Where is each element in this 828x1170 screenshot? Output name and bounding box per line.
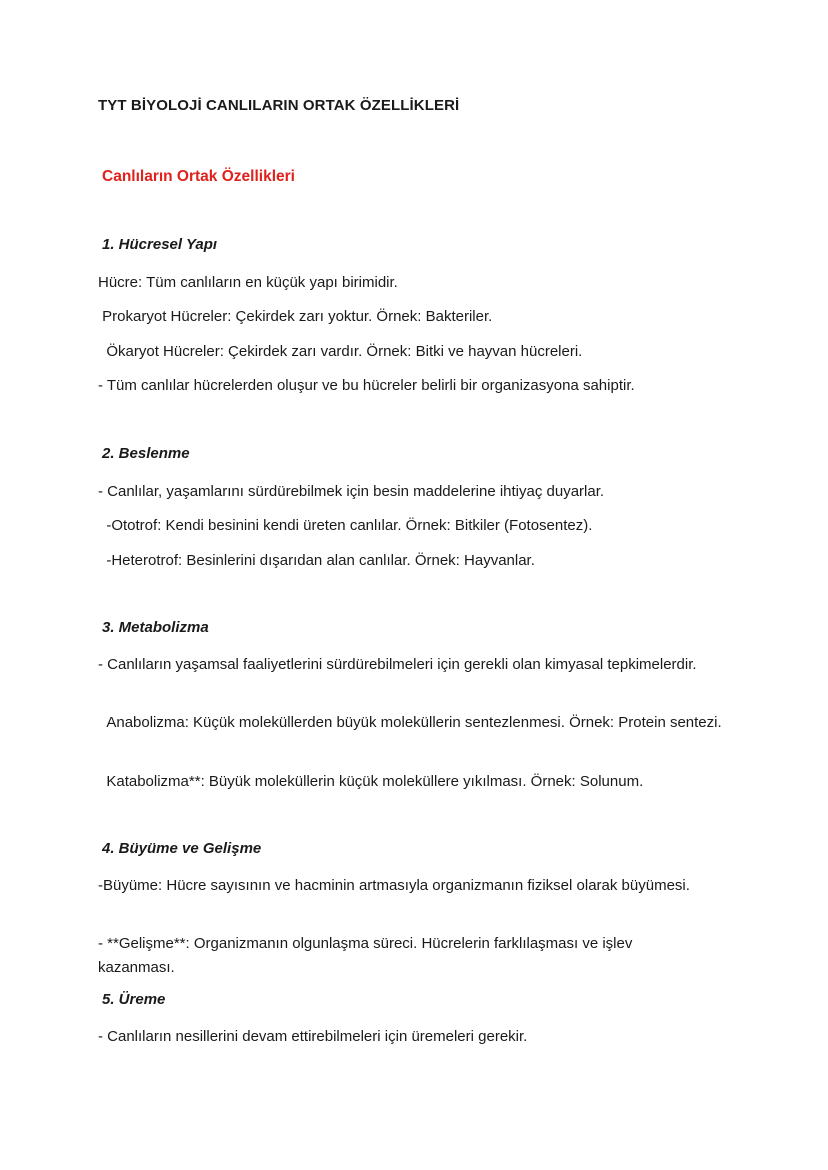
- section-heading: Canlıların Ortak Özellikleri: [102, 168, 295, 185]
- paragraph-line: Katabolizma**: Büyük moleküllerin küçük moleküllere yıkılması. Örnek: Solunum.: [98, 773, 644, 790]
- paragraph-line: -Büyüme: Hücre sayısının ve hacminin artmasıyla organizmanın fiziksel olarak büyümesi.: [98, 877, 690, 894]
- paragraph-line: - **Gelişme**: Organizmanın olgunlaşma süreci. Hücrelerin farklılaşması ve işlev kazanması.: [98, 935, 637, 976]
- heading-ureme: 5. Üreme: [102, 991, 166, 1008]
- paragraph-line: - Tüm canlılar hücrelerden oluşur ve bu hücreler belirli bir organizasyona sahiptir.: [98, 377, 635, 394]
- document-title: TYT BİYOLOJİ CANLILARIN ORTAK ÖZELLİKLERİ: [98, 97, 460, 114]
- heading-beslenme: 2. Beslenme: [102, 445, 190, 462]
- heading-hucresel-yapi: 1. Hücresel Yapı: [102, 236, 218, 253]
- paragraph-line: - Canlıların yaşamsal faaliyetlerini sürdürebilmeleri için gerekli olan kimyasal tepkimelerdir.: [98, 656, 697, 673]
- paragraph-line: Hücre: Tüm canlıların en küçük yapı birimidir.: [98, 274, 398, 291]
- paragraph-line: Prokaryot Hücreler: Çekirdek zarı yoktur. Örnek: Bakteriler.: [98, 308, 493, 325]
- paragraph-line: - Canlılar, yaşamlarını sürdürebilmek için besin maddelerine ihtiyaç duyarlar.: [98, 483, 605, 500]
- paragraph-line: -Heterotrof: Besinlerini dışarıdan alan canlılar. Örnek: Hayvanlar.: [98, 552, 535, 569]
- paragraph-line: Ökaryot Hücreler: Çekirdek zarı vardır. Örnek: Bitki ve hayvan hücreleri.: [98, 343, 583, 360]
- paragraph-line: Anabolizma: Küçük moleküllerden büyük moleküllerin sentezlenmesi. Örnek: Protein sentezi.: [98, 714, 722, 731]
- paragraph-line: - Canlıların nesillerini devam ettirebilmeleri için üremeleri gerekir.: [98, 1028, 528, 1045]
- paragraph-line: -Ototrof: Kendi besinini kendi üreten canlılar. Örnek: Bitkiler (Fotosentez).: [98, 517, 593, 534]
- heading-metabolizma: 3. Metabolizma: [102, 619, 209, 636]
- heading-buyume-gelisme: 4. Büyüme ve Gelişme: [102, 840, 262, 857]
